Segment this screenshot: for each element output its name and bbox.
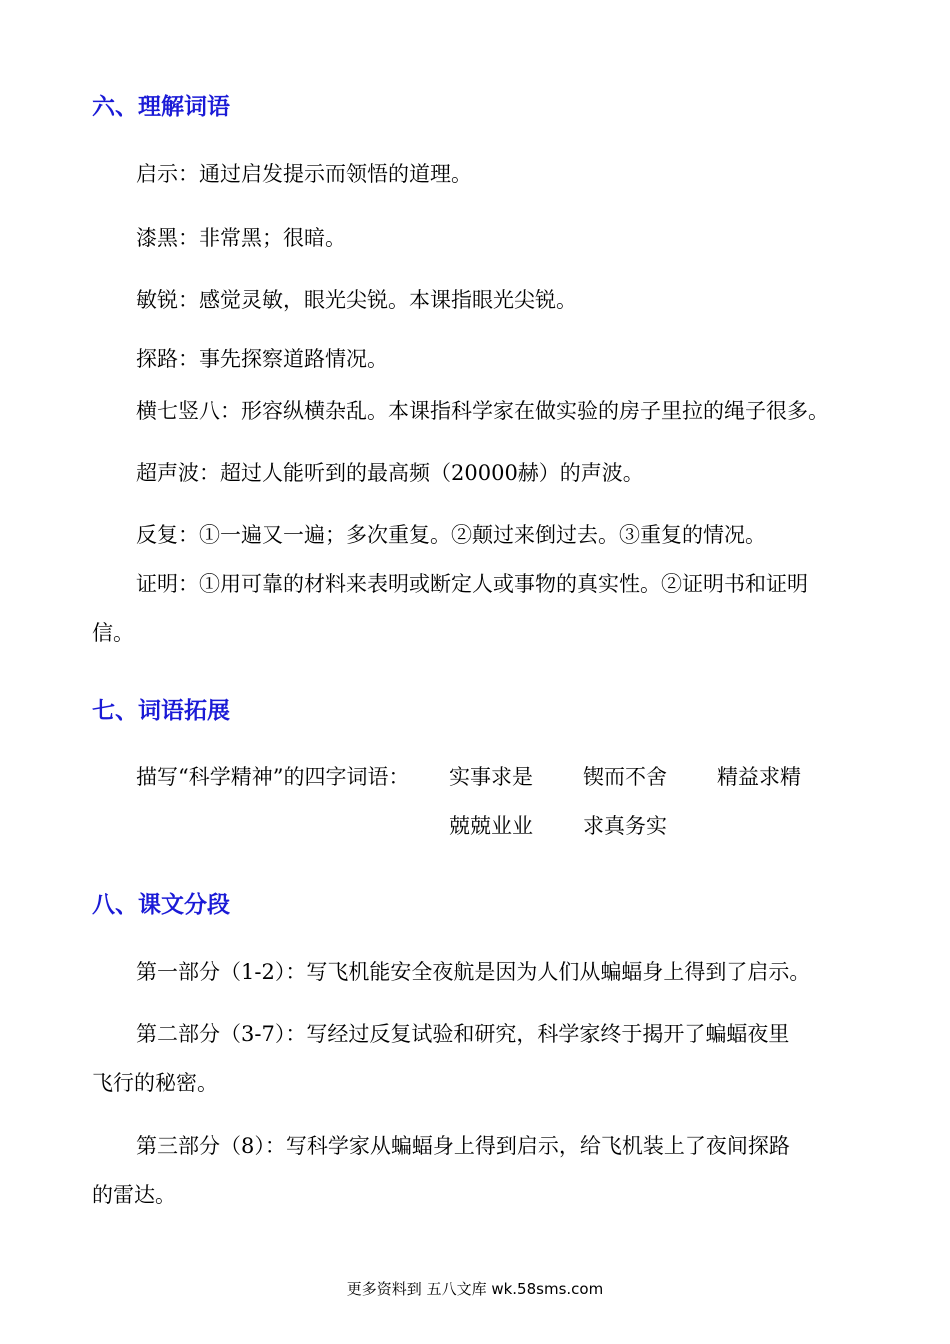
paragraph-line: 第一部分（1-2）：写飞机能安全夜航是因为人们从蝙蝠身上得到了启示。: [136, 960, 811, 984]
definition-line: 探路：事先探察道路情况。: [136, 347, 388, 371]
definition-line: 超声波：超过人能听到的最高频（20000赫）的声波。: [136, 461, 644, 485]
word-expansion-intro: 描写“科学精神”的四字词语：: [136, 765, 410, 789]
definition-line-continued: 信。: [92, 621, 134, 645]
word-item: 锲而不舍: [583, 765, 667, 789]
definition-line: 启示：通过启发提示而领悟的道理。: [136, 162, 472, 186]
word-item: 求真务实: [583, 814, 667, 838]
paragraph-line-continued: 的雷达。: [92, 1183, 176, 1207]
section-6-heading: 六、理解词语: [92, 94, 230, 120]
section-7-heading: 七、词语拓展: [92, 698, 230, 724]
word-item: 精益求精: [717, 765, 801, 789]
definition-line: 敏锐：感觉灵敏，眼光尖锐。本课指眼光尖锐。: [136, 288, 577, 312]
paragraph-line: 第三部分（8）：写科学家从蝙蝠身上得到启示，给飞机装上了夜间探路: [136, 1134, 790, 1158]
definition-line: 漆黑：非常黑；很暗。: [136, 226, 346, 250]
word-item: 兢兢业业: [449, 814, 533, 838]
section-8-heading: 八、课文分段: [92, 892, 230, 918]
definition-line: 证明：①用可靠的材料来表明或断定人或事物的真实性。②证明书和证明: [136, 572, 808, 596]
paragraph-line-continued: 飞行的秘密。: [92, 1071, 218, 1095]
paragraph-line: 第二部分（3-7）：写经过反复试验和研究，科学家终于揭开了蝙蝠夜里: [136, 1022, 790, 1046]
definition-line: 反复：①一遍又一遍；多次重复。②颠过来倒过去。③重复的情况。: [136, 523, 766, 547]
page-footer: 更多资料到 五八文库 wk.58sms.com: [346, 1280, 604, 1298]
definition-line: 横七竖八：形容纵横杂乱。本课指科学家在做实验的房子里拉的绳子很多。: [136, 399, 829, 423]
word-item: 实事求是: [449, 765, 533, 789]
